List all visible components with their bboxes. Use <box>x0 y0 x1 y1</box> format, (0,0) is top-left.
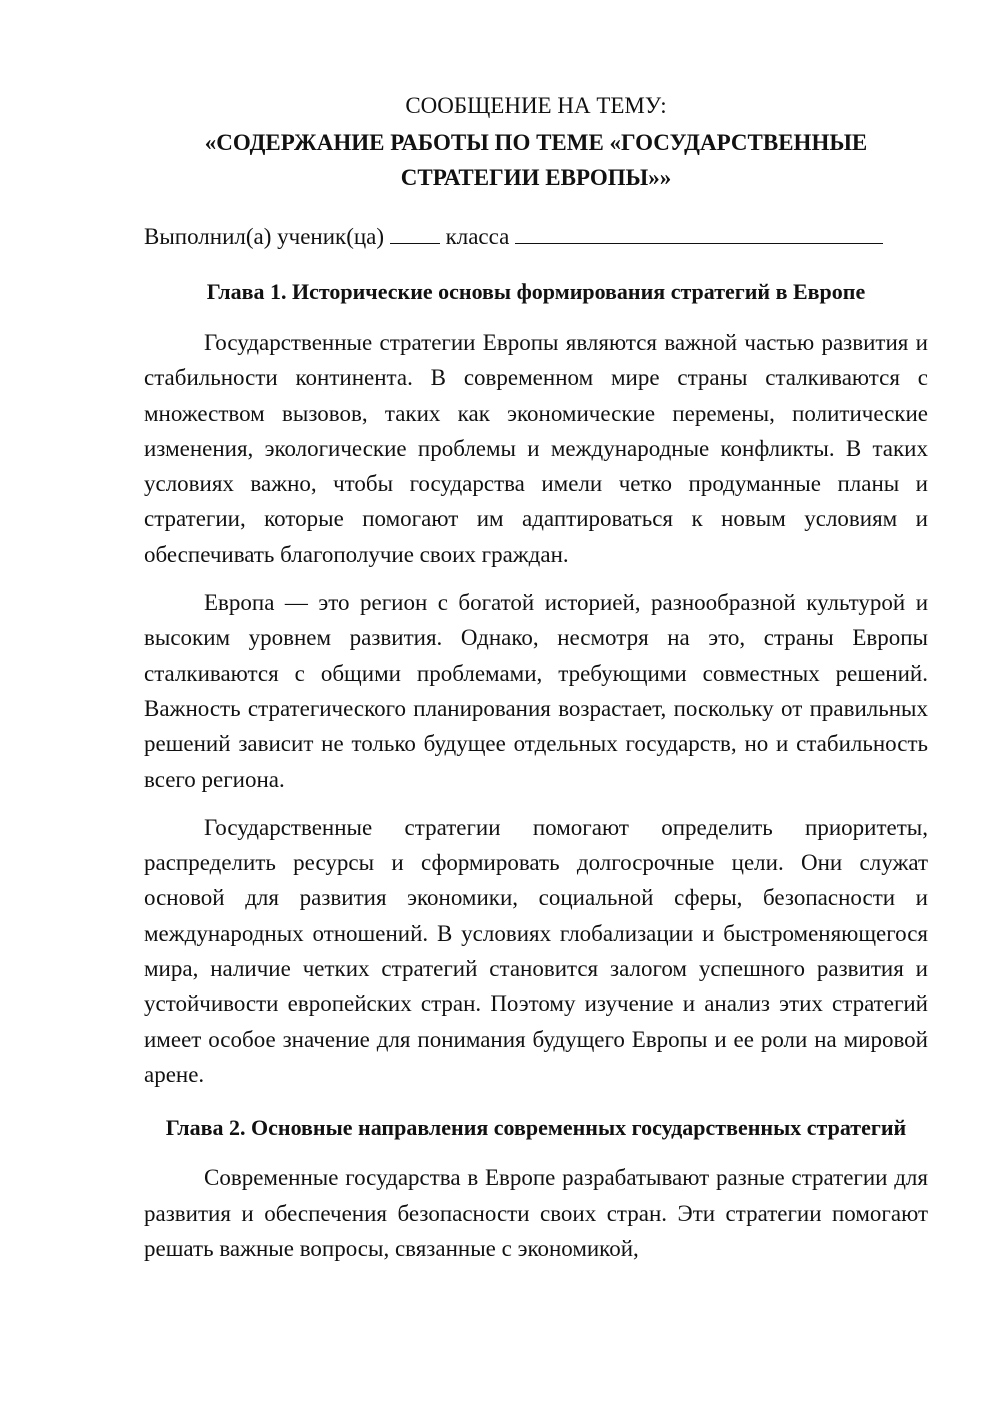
chapter-1-paragraph-3: Государственные стратегии помогают определить приоритеты, распределить ресурсы и сформировать долгосрочные цели. Они служат основой для развития экономики, социальной сферы, безопасности и международных отношений. В условиях глобализации и быстроменяющегося мира, наличие четких стратегий становится залогом успешного развития и устойчивости европейских стран. Поэтому изучение и анализ этих стратегий имеет особое значение для понимания будущего Европы и ее роли на мировой арене. <box>144 814 928 1087</box>
class-label: класса <box>445 224 510 249</box>
document-page <box>144 88 928 1279</box>
chapter-1-title: Глава 1. Исторические основы формирования стратегий в Европе <box>206 279 866 304</box>
chapter-1-paragraph-2: Европа — это регион с богатой историей, разнообразной культурой и высоким уровнем развития. Однако, несмотря на это, страны Европы сталкиваются с общими проблемами, требующими совместных решений. Важность стратегического планирования возрастает, поскольку от правильных решений зависит не только будущее отдельных государств, но и стабильность всего региона. <box>144 590 928 792</box>
chapter-2-paragraph-1: Современные государства в Европе разрабатывают разные стратегии для развития и обеспечения безопасности своих стран. Эти стратегии помогают решать важные вопросы, связанные с экономикой, <box>144 1165 928 1261</box>
student-info-line <box>144 219 928 254</box>
chapter-1-paragraph-1: Государственные стратегии Европы являются важной частью развития и стабильности континента. В современном мире страны сталкиваются с множеством вызовов, таких как экономические перемены, политические изменения, экологические проблемы и международные конфликты. В таких условиях важно, чтобы государства имели четко продуманные планы и стратегии, которые помогают им адаптироваться к новым условиям и обеспечивать благополучие своих граждан. <box>144 330 928 567</box>
heading-main-line-1: «СОДЕРЖАНИЕ РАБОТЫ ПО ТЕМЕ «ГОСУДАРСТВЕННЫЕ <box>204 130 868 155</box>
grade-blank-field[interactable] <box>390 221 440 244</box>
student-label: Выполнил(а) ученик(ца) <box>144 224 385 249</box>
chapter-2-title: Глава 2. Основные направления современных государственных стратегий <box>165 1115 907 1141</box>
heading-top: СООБЩЕНИЕ НА ТЕМУ: <box>405 93 667 118</box>
name-blank-field[interactable] <box>515 221 883 244</box>
heading-main-line-2: СТРАТЕГИИ ЕВРОПЫ»» <box>400 165 672 190</box>
